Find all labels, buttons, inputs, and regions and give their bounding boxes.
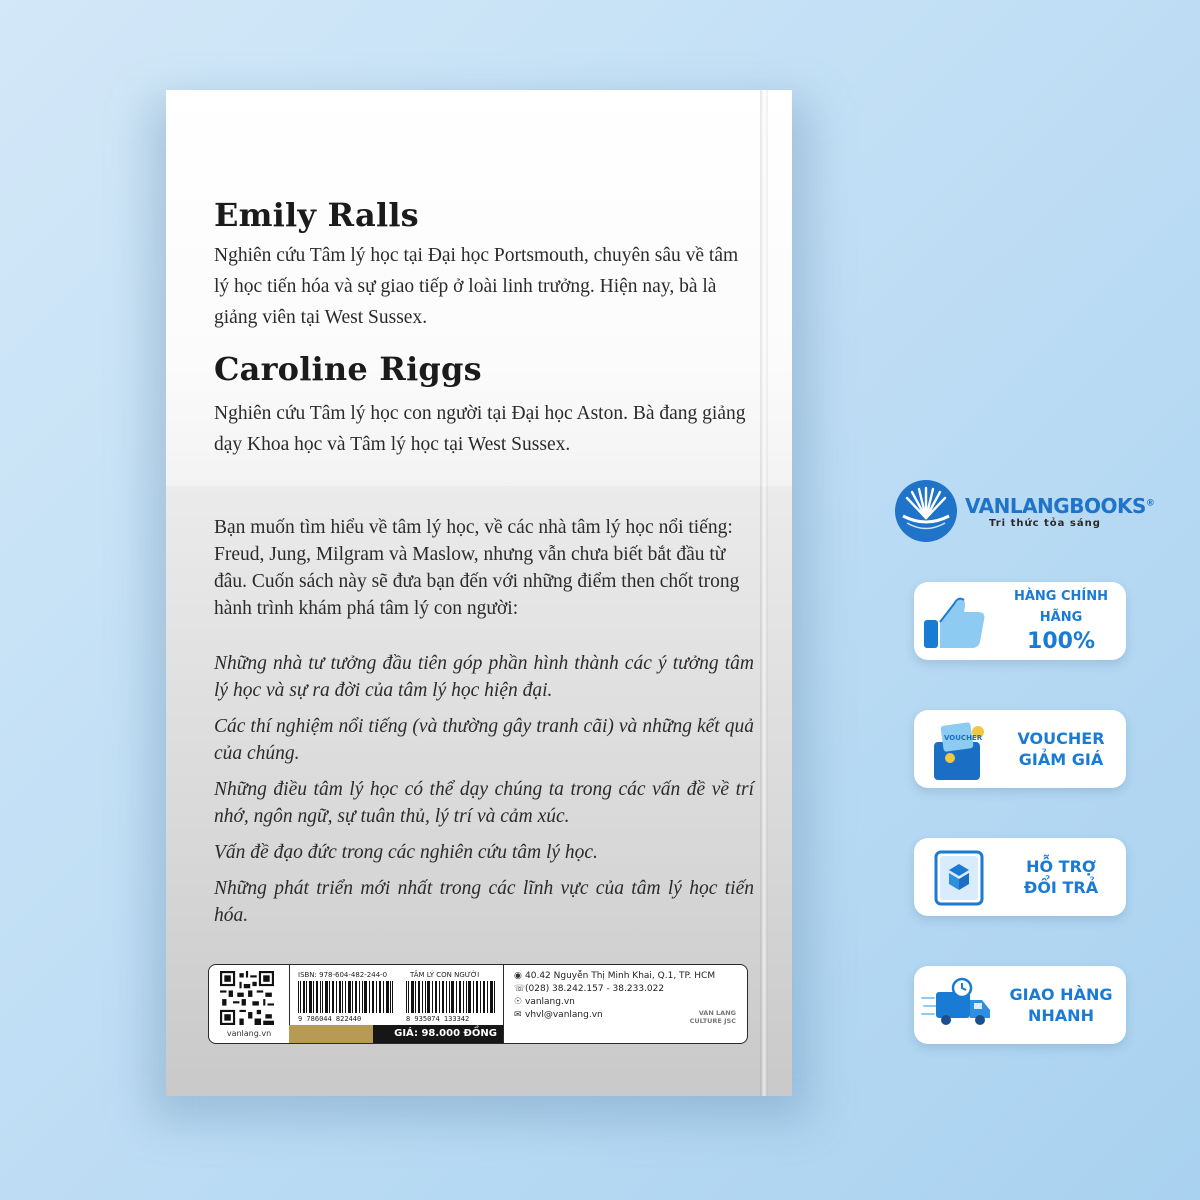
publisher-contact <box>503 965 748 1043</box>
phone-text: (028) 38.242.157 - 38.233.022 <box>525 984 665 994</box>
badge-line2: ĐỔI TRẢ <box>1023 878 1099 897</box>
address-text: 40.42 Nguyễn Thị Minh Khai, Q.1, TP. HCM <box>525 971 716 981</box>
ean-barcode <box>406 981 496 1013</box>
badge-line2: GIẢM GIÁ <box>1018 750 1104 769</box>
return-box-icon <box>920 846 996 910</box>
qr-caption: vanlang.vn <box>226 1029 272 1038</box>
badge-voucher[interactable] <box>914 710 1126 788</box>
price-accent <box>289 1025 373 1043</box>
isbn-barcode <box>298 981 394 1013</box>
book-back-cover <box>166 90 792 1096</box>
badge-line1: VOUCHER <box>1017 729 1105 748</box>
badge-text <box>1000 710 1122 788</box>
ean-number: 8 935074 133342 <box>406 1015 470 1023</box>
email-text: vhvl@vanlang.vn <box>525 1010 603 1020</box>
author-bio-2: Nghiên cứu Tâm lý học con người tại Đại học Aston. Bà đang giảng dạy Khoa học và Tâm lý học tại West Sussex. <box>214 403 746 455</box>
address-line <box>514 971 715 981</box>
highlight-item: Những phát triển mới nhất trong các lĩnh vực của tâm lý học tiến hóa. <box>214 878 754 926</box>
badge-authentic[interactable] <box>914 582 1126 660</box>
highlight-item: Những nhà tư tưởng đầu tiên góp phần hình thành các ý tưởng tâm lý học và sự ra đời của tâm lý học hiện đại. <box>214 653 754 701</box>
brand-name <box>965 494 1154 518</box>
category-label: TÂM LÝ CON NGƯỜI <box>410 971 480 979</box>
highlight-item: Vấn đề đạo đức trong các nghiên cứu tâm lý học. <box>214 842 598 863</box>
open-book-logo-icon <box>893 478 959 544</box>
author-bio-1: Nghiên cứu Tâm lý học tại Đại học Portsmouth, chuyên sâu về tâm lý học tiến hóa và sự giao tiếp ở loài linh trưởng. Hiện nay, bà là giảng viên tại West Sussex. <box>214 245 739 328</box>
book-intro: Bạn muốn tìm hiểu về tâm lý học, về các nhà tâm lý học nổi tiếng: Freud, Jung, Milgram và Maslow, nhưng vẫn chưa biết bắt đầu từ đâu. Cuốn sách này sẽ đưa bạn đến với những điểm then chốt trong hành trình khám phá tâm lý con người: <box>214 517 740 619</box>
badge-line1: HÀNG CHÍNH HÃNG <box>1013 589 1109 625</box>
email-line <box>514 1010 603 1020</box>
thumbs-up-icon <box>920 590 996 654</box>
location-pin-icon: ◉ <box>514 971 522 981</box>
badge-text <box>1000 838 1122 916</box>
price-label: GIÁ: 98.000 ĐỒNG <box>394 1028 497 1039</box>
phone-icon: ☏ <box>514 984 526 994</box>
website-text: vanlang.vn <box>525 997 575 1007</box>
badge-text <box>1000 966 1122 1044</box>
author-name-2: Caroline Riggs <box>214 350 482 388</box>
badge-fast-delivery[interactable] <box>914 966 1126 1044</box>
brand-name-text: VANLANGBOOKS <box>965 494 1146 518</box>
badge-line1: HỖ TRỢ <box>1026 857 1096 876</box>
publisher-mark <box>690 1009 736 1025</box>
barcode-panel <box>208 964 748 1044</box>
publisher-mark-line1: VAN LANG <box>698 1009 736 1017</box>
globe-icon: ☉ <box>514 997 523 1007</box>
voucher-icon <box>920 718 996 782</box>
brand-tagline: Tri thức tỏa sáng <box>989 518 1101 529</box>
spine-crease <box>760 90 768 1096</box>
badge-line2: NHANH <box>1028 1006 1094 1025</box>
brand-logo <box>893 476 1163 546</box>
delivery-truck-icon <box>920 974 996 1038</box>
registered-mark: ® <box>1145 498 1155 509</box>
price-bar <box>289 1025 503 1043</box>
badge-text <box>1000 582 1122 660</box>
isbn-number: 9 786044 822440 <box>298 1015 362 1023</box>
isbn-label: ISBN: 978-604-482-244-0 <box>298 971 388 979</box>
phone-line <box>514 984 664 994</box>
highlight-item: Những điều tâm lý học có thể dạy chúng ta trong các vấn đề về trí nhớ, ngôn ngữ, sự tuân thủ, lý trí và cảm xúc. <box>214 779 754 827</box>
badge-line1: GIAO HÀNG <box>1009 985 1113 1004</box>
envelope-icon: ✉ <box>514 1010 522 1020</box>
author-name-1: Emily Ralls <box>214 196 419 234</box>
highlight-item: Các thí nghiệm nổi tiếng (và thường gây tranh cãi) và những kết quả của chúng. <box>214 716 754 764</box>
publisher-mark-line2: CULTURE JSC <box>689 1017 736 1025</box>
website-line <box>514 997 575 1007</box>
badge-line2: 100% <box>1027 629 1095 654</box>
qr-code-icon <box>217 971 277 1025</box>
voucher-icon-label: VOUCHER <box>944 734 983 742</box>
badge-returns[interactable] <box>914 838 1126 916</box>
